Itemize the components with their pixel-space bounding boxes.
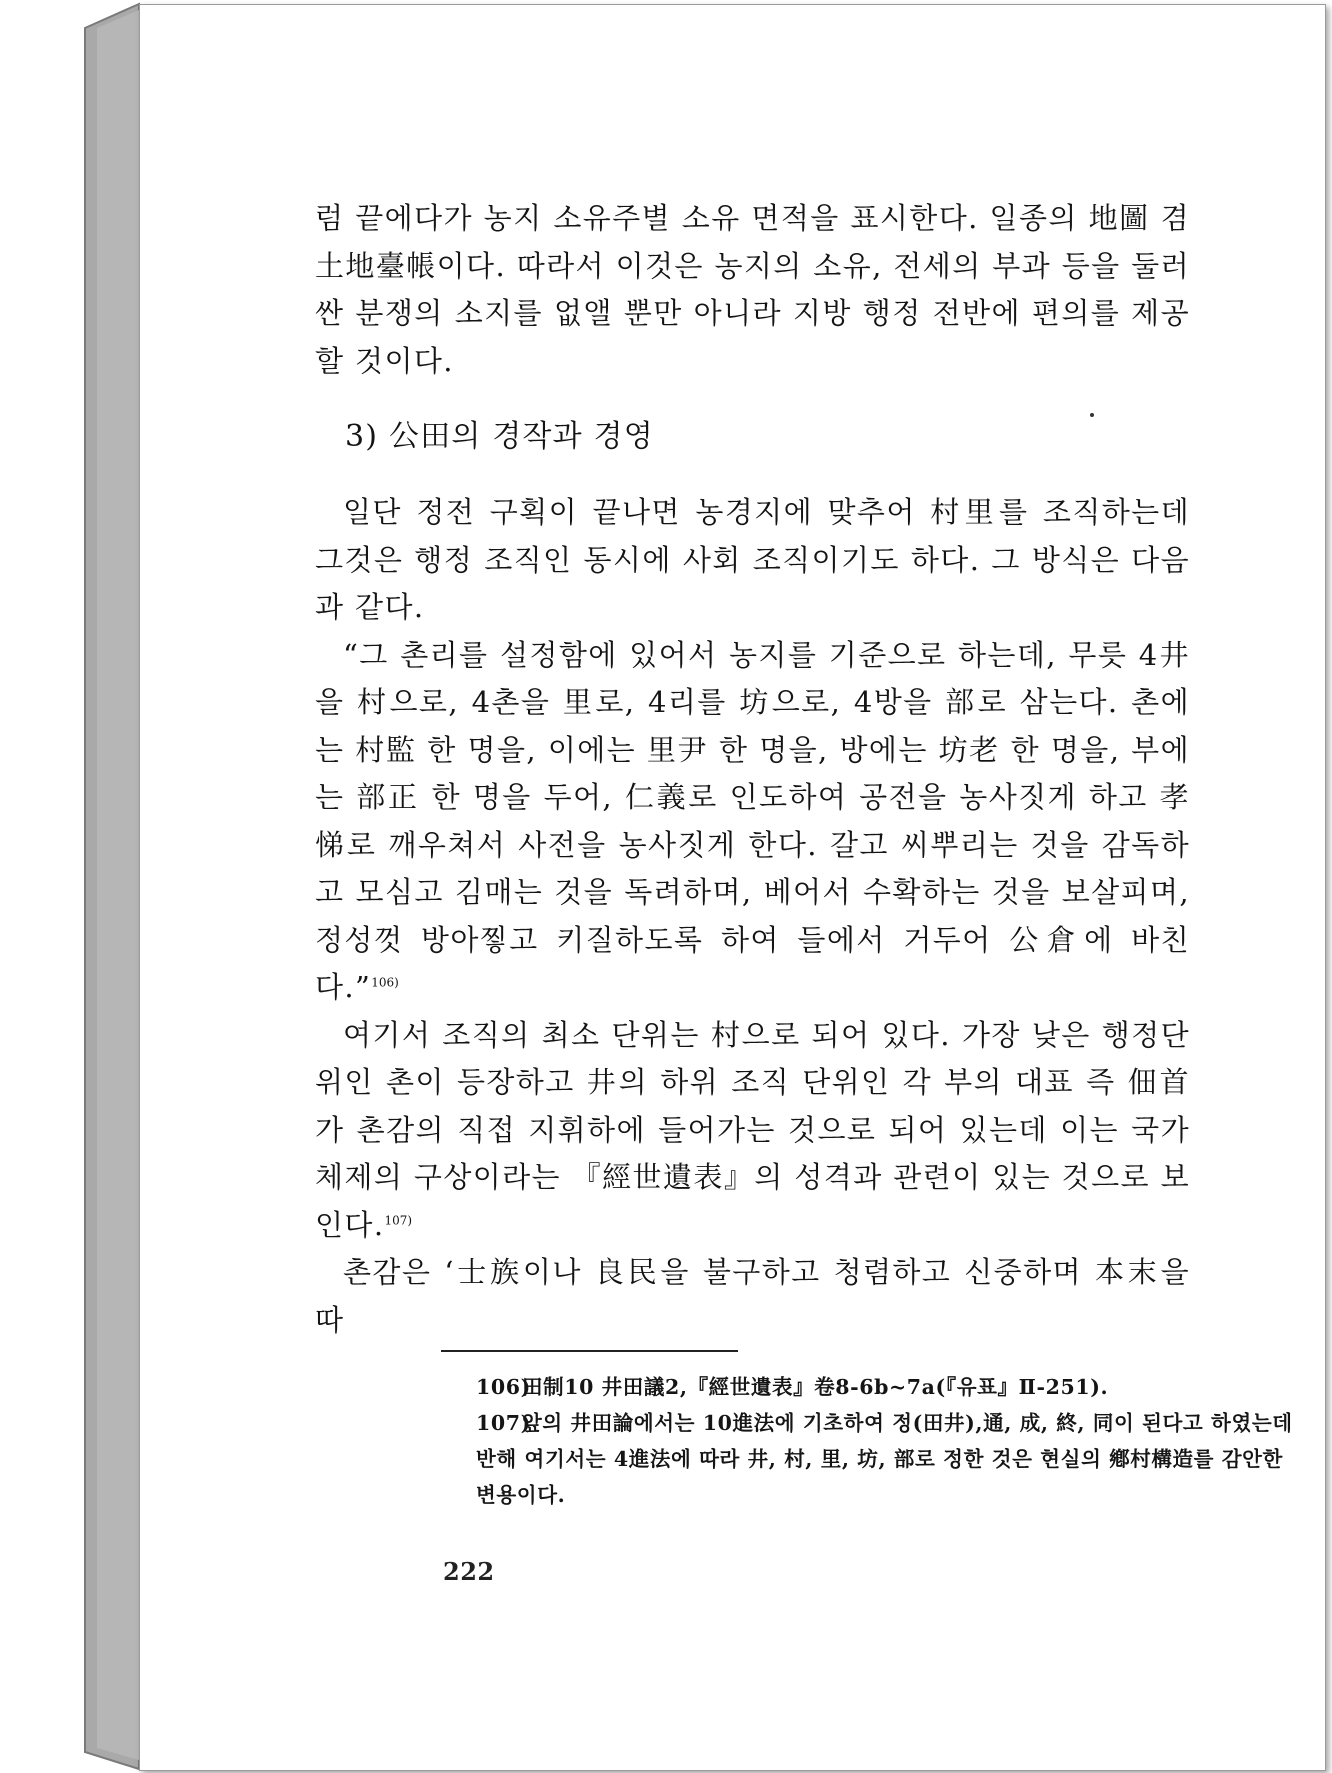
page [139, 4, 1326, 1771]
quote-text: “그 촌리를 설정함에 있어서 농지를 기준으로 하는데, 무릇 4井을 村으로, 4촌을 里로, 4리를 坊으로, 4방을 部로 삼는다. 촌에는 村監 한 명을, 이에는 里尹 한 명을, 방에는 坊老 한 명을, 부에는 部正 한 명을 두어, 仁義로 인도하여 공전을 농사짓게 하고 孝悌로 깨우쳐서 사전을 농사짓게 한다. 갈고 씨뿌리는 것을 감독하고 모심고 김매는 것을 독려하며, 베어서 수확하는 것을 보살피며, 정성껏 방아찧고 키질하도록 하여 들에서 거두어 公倉에 바친다.” [315, 637, 1190, 1004]
footnote-106 [476, 1369, 1306, 1405]
paragraph-4 [315, 1012, 1190, 1250]
footnote-number: 107) [476, 1411, 531, 1435]
footnote-ref-106: 106) [371, 975, 399, 990]
footnote-text: 田制10 井田議2,『經世遺表』卷8-6b~7a(『유표』Ⅱ-251). [522, 1375, 1109, 1399]
footnote-rule [441, 1350, 738, 1352]
paragraph-4-text: 여기서 조직의 최소 단위는 村으로 되어 있다. 가장 낮은 행정단위인 촌이 등장하고 井의 하위 조직 단위인 각 부의 대표 즉 佃首가 촌감의 직접 지휘하에 들어가는 것으로 되어 있는데 이는 국가체제의 구상이라는 『經世遺表』의 성격과 관련이 있는 것으로 보인다. [315, 1017, 1190, 1242]
footnote-text: 앞의 井田論에서는 10進法에 기초하여 정(田井),通, 成, 終, 同이 된다고 하였는데 반해 여기서는 4進法에 따라 井, 村, 里, 坊, 部로 정한 것은 현실의 鄕村構造를 감안한 변용이다. [476, 1411, 1293, 1507]
paragraph-1: 럼 끝에다가 농지 소유주별 소유 면적을 표시한다. 일종의 地圖 겸 土地臺帳이다. 따라서 이것은 농지의 소유, 전세의 부과 등을 둘러싼 분쟁의 소지를 없앨 뿐만 아니라 지방 행정 전반에 편의를 제공할 것이다. [315, 201, 1190, 378]
footnote-ref-107: 107) [384, 1212, 413, 1227]
footnote-107 [476, 1405, 1306, 1513]
paragraph-3-quote [315, 632, 1190, 1012]
paragraph-5: 촌감은 ‘士族이나 良民을 불구하고 청렴하고 신중하며 本末을 따 [315, 1255, 1190, 1337]
section-heading: 3) 公田의 경작과 경영 [345, 419, 654, 454]
paragraph-2: 일단 정전 구획이 끝나면 농경지에 맞추어 村里를 조직하는데 그것은 행정 조직인 동시에 사회 조직이기도 하다. 그 방식은 다음과 같다. [315, 495, 1190, 624]
scan-speck [1090, 413, 1094, 417]
footnotes [476, 1369, 1306, 1513]
page-number: 222 [443, 1557, 495, 1586]
body-text [315, 195, 1190, 1344]
footnote-number: 106) [476, 1375, 531, 1399]
